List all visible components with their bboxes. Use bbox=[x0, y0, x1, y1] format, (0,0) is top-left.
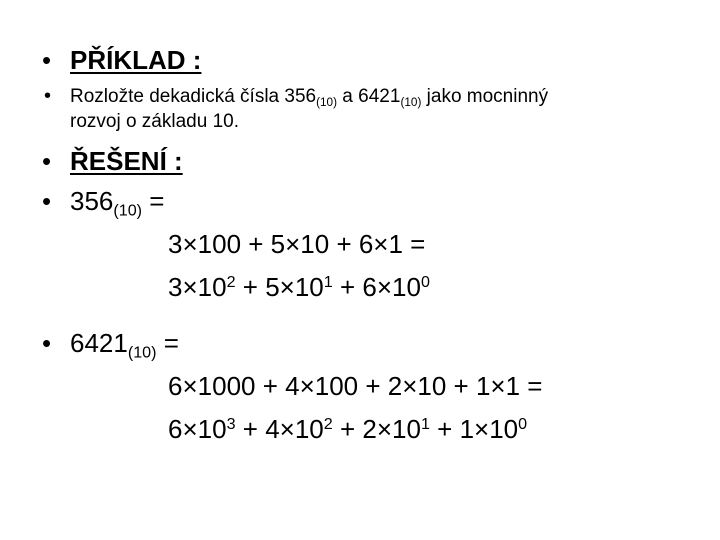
number-2-eq: = bbox=[156, 328, 179, 358]
power-term: $5\times 10^1$ + bbox=[265, 272, 363, 302]
number-2-base: (10) bbox=[127, 343, 157, 362]
number-2-powers bbox=[168, 414, 527, 445]
power-term: $3\times 10^2$ + bbox=[168, 272, 266, 302]
solution-heading: ŘEŠENÍ : bbox=[70, 146, 183, 176]
task-base-1: (10) bbox=[316, 96, 338, 110]
number-1-powers bbox=[168, 272, 430, 303]
number-1-eq: = bbox=[142, 186, 165, 216]
bullet-symbol: • bbox=[42, 328, 52, 358]
power-term: $2\times 10^1$ + bbox=[362, 414, 460, 444]
task-part1: Rozložte dekadická čísla 356 bbox=[70, 86, 317, 107]
bullet-symbol: • bbox=[42, 186, 52, 216]
task-part3: jako mocninný bbox=[421, 86, 549, 107]
power-term: $6\times 10^0$ bbox=[362, 272, 430, 302]
task-line-1 bbox=[70, 86, 548, 109]
number-1-base: (10) bbox=[113, 201, 143, 220]
power-term: $1\times 10^0$ bbox=[459, 414, 528, 444]
task-part2: a 6421 bbox=[337, 86, 401, 107]
bullet-symbol: • bbox=[42, 146, 52, 176]
number-2: 6421 bbox=[70, 328, 128, 358]
number-1-line bbox=[70, 186, 164, 221]
number-1-expansion: 3×100 + 5×10 + 6×1 = bbox=[168, 229, 426, 259]
number-2-line bbox=[70, 328, 179, 363]
task-base-2: (10) bbox=[400, 96, 422, 110]
number-1: 356 bbox=[70, 186, 114, 216]
number-2-expansion: 6×1000 + 4×100 + 2×10 + 1×1 = bbox=[168, 371, 543, 401]
bullet-symbol: • bbox=[42, 45, 52, 75]
bullet-symbol: • bbox=[44, 85, 52, 107]
power-term: $6\times 10^3$ + bbox=[168, 414, 266, 444]
power-term: $4\times 10^2$ + bbox=[265, 414, 363, 444]
example-heading: PŘÍKLAD : bbox=[70, 45, 202, 75]
task-line-2: rozvoj o základu 10. bbox=[70, 111, 239, 132]
